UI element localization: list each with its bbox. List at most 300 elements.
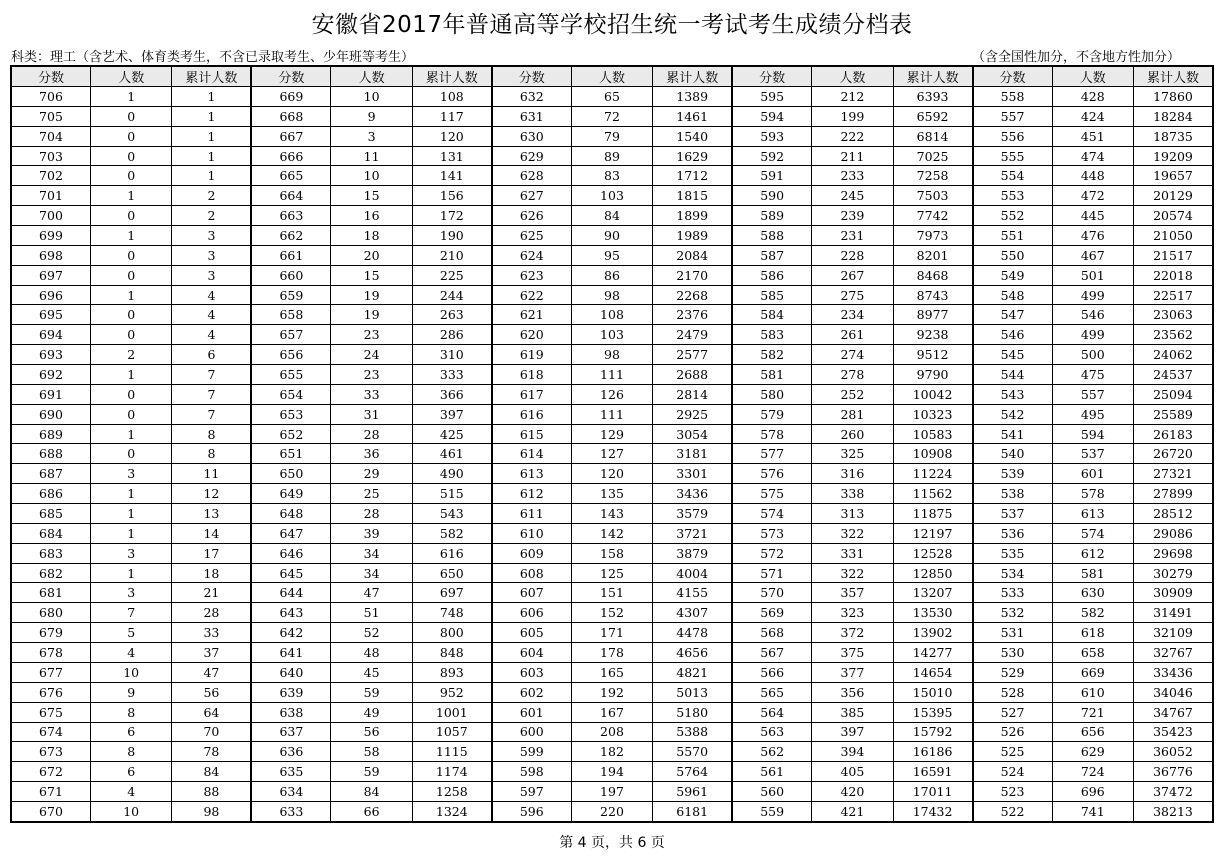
score-cell: 690 — [11, 404, 90, 424]
cumulative-cell: 5013 — [653, 682, 732, 702]
score-cell: 528 — [973, 682, 1052, 702]
cumulative-cell: 24537 — [1134, 365, 1214, 385]
count-cell: 143 — [571, 504, 652, 524]
table-header-row — [11, 66, 1213, 87]
count-cell: 629 — [1052, 742, 1133, 762]
count-cell: 28 — [331, 424, 412, 444]
cumulative-cell: 29698 — [1134, 543, 1214, 563]
count-cell: 10 — [90, 801, 171, 822]
score-cell: 572 — [732, 543, 811, 563]
cumulative-cell: 4 — [172, 325, 251, 345]
cumulative-cell: 697 — [412, 583, 491, 603]
cumulative-cell: 1001 — [412, 702, 491, 722]
score-cell: 615 — [492, 424, 571, 444]
count-cell: 0 — [90, 404, 171, 424]
cumulative-cell: 47 — [172, 662, 251, 682]
score-cell: 579 — [732, 404, 811, 424]
count-cell: 5 — [90, 623, 171, 643]
cumulative-cell: 98 — [172, 801, 251, 822]
score-cell: 613 — [492, 464, 571, 484]
cumulative-cell: 461 — [412, 444, 491, 464]
table-row — [11, 265, 1213, 285]
cumulative-cell: 2688 — [653, 365, 732, 385]
score-cell: 702 — [11, 166, 90, 186]
count-cell: 8 — [90, 742, 171, 762]
count-cell: 2 — [90, 345, 171, 365]
cumulative-cell: 1 — [172, 106, 251, 126]
cumulative-cell: 6814 — [893, 126, 972, 146]
table-row — [11, 762, 1213, 782]
count-cell: 28 — [331, 504, 412, 524]
score-cell: 581 — [732, 365, 811, 385]
cumulative-cell: 18 — [172, 563, 251, 583]
cumulative-cell: 4155 — [653, 583, 732, 603]
cumulative-cell: 6181 — [653, 801, 732, 822]
score-cell: 686 — [11, 484, 90, 504]
score-cell: 682 — [11, 563, 90, 583]
table-row — [11, 226, 1213, 246]
count-cell: 108 — [571, 305, 652, 325]
score-cell: 554 — [973, 166, 1052, 186]
score-cell: 536 — [973, 523, 1052, 543]
table-row — [11, 404, 1213, 424]
count-cell: 375 — [812, 643, 893, 663]
cumulative-cell: 1815 — [653, 186, 732, 206]
score-cell: 524 — [973, 762, 1052, 782]
count-cell: 451 — [1052, 126, 1133, 146]
count-cell: 19 — [331, 305, 412, 325]
cumulative-cell: 10323 — [893, 404, 972, 424]
score-cell: 674 — [11, 722, 90, 742]
cumulative-cell: 172 — [412, 206, 491, 226]
count-cell: 89 — [571, 146, 652, 166]
count-cell: 84 — [571, 206, 652, 226]
score-cell: 567 — [732, 643, 811, 663]
score-cell: 531 — [973, 623, 1052, 643]
header-score: 分数 — [251, 66, 330, 87]
cumulative-cell: 2925 — [653, 404, 732, 424]
count-cell: 501 — [1052, 265, 1133, 285]
cumulative-cell: 2479 — [653, 325, 732, 345]
cumulative-cell: 16591 — [893, 762, 972, 782]
count-cell: 8 — [90, 702, 171, 722]
count-cell: 3 — [90, 543, 171, 563]
count-cell: 126 — [571, 384, 652, 404]
header-count: 人数 — [571, 66, 652, 87]
score-cell: 648 — [251, 504, 330, 524]
count-cell: 23 — [331, 365, 412, 385]
score-cell: 701 — [11, 186, 90, 206]
count-cell: 234 — [812, 305, 893, 325]
score-cell: 608 — [492, 563, 571, 583]
count-cell: 6 — [90, 762, 171, 782]
score-cell: 533 — [973, 583, 1052, 603]
count-cell: 4 — [90, 782, 171, 802]
cumulative-cell: 8977 — [893, 305, 972, 325]
cumulative-cell: 32109 — [1134, 623, 1214, 643]
cumulative-cell: 7 — [172, 365, 251, 385]
count-cell: 90 — [571, 226, 652, 246]
header-score: 分数 — [492, 66, 571, 87]
bonus-points-note: （含全国性加分，不含地方性加分） — [971, 50, 1180, 65]
cumulative-cell: 30909 — [1134, 583, 1214, 603]
count-cell: 1 — [90, 186, 171, 206]
score-cell: 670 — [11, 801, 90, 822]
cumulative-cell: 37472 — [1134, 782, 1214, 802]
cumulative-cell: 333 — [412, 365, 491, 385]
score-cell: 675 — [11, 702, 90, 722]
count-cell: 220 — [571, 801, 652, 822]
cumulative-cell: 190 — [412, 226, 491, 246]
score-cell: 644 — [251, 583, 330, 603]
count-cell: 281 — [812, 404, 893, 424]
count-cell: 495 — [1052, 404, 1133, 424]
score-cell: 580 — [732, 384, 811, 404]
count-cell: 16 — [331, 206, 412, 226]
table-row — [11, 285, 1213, 305]
score-cell: 575 — [732, 484, 811, 504]
count-cell: 59 — [331, 762, 412, 782]
count-cell: 31 — [331, 404, 412, 424]
cumulative-cell: 582 — [412, 523, 491, 543]
count-cell: 1 — [90, 424, 171, 444]
score-cell: 653 — [251, 404, 330, 424]
score-cell: 638 — [251, 702, 330, 722]
table-row — [11, 484, 1213, 504]
cumulative-cell: 1 — [172, 126, 251, 146]
score-cell: 537 — [973, 504, 1052, 524]
table-row — [11, 583, 1213, 603]
cumulative-cell: 4656 — [653, 643, 732, 663]
score-cell: 663 — [251, 206, 330, 226]
cumulative-cell: 952 — [412, 682, 491, 702]
score-cell: 590 — [732, 186, 811, 206]
table-row — [11, 523, 1213, 543]
cumulative-cell: 7742 — [893, 206, 972, 226]
count-cell: 448 — [1052, 166, 1133, 186]
cumulative-cell: 22018 — [1134, 265, 1214, 285]
cumulative-cell: 38213 — [1134, 801, 1214, 822]
cumulative-cell: 11 — [172, 464, 251, 484]
count-cell: 9 — [331, 106, 412, 126]
count-cell: 557 — [1052, 384, 1133, 404]
count-cell: 111 — [571, 365, 652, 385]
score-cell: 700 — [11, 206, 90, 226]
score-cell: 561 — [732, 762, 811, 782]
cumulative-cell: 13207 — [893, 583, 972, 603]
cumulative-cell: 25094 — [1134, 384, 1214, 404]
count-cell: 420 — [812, 782, 893, 802]
score-cell: 611 — [492, 504, 571, 524]
count-cell: 594 — [1052, 424, 1133, 444]
score-cell: 555 — [973, 146, 1052, 166]
cumulative-cell: 1712 — [653, 166, 732, 186]
cumulative-cell: 12197 — [893, 523, 972, 543]
cumulative-cell: 3181 — [653, 444, 732, 464]
cumulative-cell: 108 — [412, 87, 491, 107]
count-cell: 197 — [571, 782, 652, 802]
count-cell: 245 — [812, 186, 893, 206]
count-cell: 56 — [331, 722, 412, 742]
count-cell: 0 — [90, 245, 171, 265]
count-cell: 445 — [1052, 206, 1133, 226]
cumulative-cell: 5764 — [653, 762, 732, 782]
count-cell: 66 — [331, 801, 412, 822]
cumulative-cell: 7025 — [893, 146, 972, 166]
table-row — [11, 365, 1213, 385]
score-cell: 540 — [973, 444, 1052, 464]
cumulative-cell: 23562 — [1134, 325, 1214, 345]
score-cell: 629 — [492, 146, 571, 166]
cumulative-cell: 22517 — [1134, 285, 1214, 305]
cumulative-cell: 7973 — [893, 226, 972, 246]
score-cell: 529 — [973, 662, 1052, 682]
score-cell: 656 — [251, 345, 330, 365]
cumulative-cell: 7 — [172, 384, 251, 404]
score-cell: 570 — [732, 583, 811, 603]
count-cell: 322 — [812, 523, 893, 543]
count-cell: 313 — [812, 504, 893, 524]
table-row — [11, 325, 1213, 345]
score-cell: 625 — [492, 226, 571, 246]
count-cell: 474 — [1052, 146, 1133, 166]
score-cell: 677 — [11, 662, 90, 682]
count-cell: 19 — [331, 285, 412, 305]
count-cell: 34 — [331, 563, 412, 583]
score-cell: 578 — [732, 424, 811, 444]
header-count: 人数 — [1052, 66, 1133, 87]
score-cell: 557 — [973, 106, 1052, 126]
score-cell: 624 — [492, 245, 571, 265]
cumulative-cell: 18284 — [1134, 106, 1214, 126]
score-cell: 621 — [492, 305, 571, 325]
count-cell: 338 — [812, 484, 893, 504]
cumulative-cell: 31491 — [1134, 603, 1214, 623]
count-cell: 331 — [812, 543, 893, 563]
score-cell: 564 — [732, 702, 811, 722]
count-cell: 724 — [1052, 762, 1133, 782]
cumulative-cell: 9512 — [893, 345, 972, 365]
score-cell: 552 — [973, 206, 1052, 226]
score-cell: 637 — [251, 722, 330, 742]
score-cell: 703 — [11, 146, 90, 166]
cumulative-cell: 800 — [412, 623, 491, 643]
count-cell: 0 — [90, 126, 171, 146]
cumulative-cell: 34767 — [1134, 702, 1214, 722]
count-cell: 142 — [571, 523, 652, 543]
cumulative-cell: 1174 — [412, 762, 491, 782]
count-cell: 1 — [90, 365, 171, 385]
header-count: 人数 — [90, 66, 171, 87]
score-cell: 655 — [251, 365, 330, 385]
header-score: 分数 — [11, 66, 90, 87]
count-cell: 222 — [812, 126, 893, 146]
cumulative-cell: 84 — [172, 762, 251, 782]
table-row — [11, 801, 1213, 822]
cumulative-cell: 210 — [412, 245, 491, 265]
count-cell: 129 — [571, 424, 652, 444]
score-cell: 635 — [251, 762, 330, 782]
score-cell: 577 — [732, 444, 811, 464]
score-cell: 544 — [973, 365, 1052, 385]
cumulative-cell: 21 — [172, 583, 251, 603]
count-cell: 158 — [571, 543, 652, 563]
cumulative-cell: 4478 — [653, 623, 732, 643]
score-cell: 630 — [492, 126, 571, 146]
cumulative-cell: 15010 — [893, 682, 972, 702]
cumulative-cell: 2 — [172, 186, 251, 206]
cumulative-cell: 10583 — [893, 424, 972, 444]
count-cell: 618 — [1052, 623, 1133, 643]
cumulative-cell: 3054 — [653, 424, 732, 444]
score-cell: 676 — [11, 682, 90, 702]
count-cell: 467 — [1052, 245, 1133, 265]
count-cell: 182 — [571, 742, 652, 762]
score-cell: 546 — [973, 325, 1052, 345]
cumulative-cell: 3879 — [653, 543, 732, 563]
cumulative-cell: 14277 — [893, 643, 972, 663]
cumulative-cell: 28 — [172, 603, 251, 623]
cumulative-cell: 14654 — [893, 662, 972, 682]
count-cell: 34 — [331, 543, 412, 563]
score-cell: 665 — [251, 166, 330, 186]
score-cell: 593 — [732, 126, 811, 146]
cumulative-cell: 141 — [412, 166, 491, 186]
cumulative-cell: 263 — [412, 305, 491, 325]
count-cell: 0 — [90, 325, 171, 345]
cumulative-cell: 6592 — [893, 106, 972, 126]
score-cell: 632 — [492, 87, 571, 107]
cumulative-cell: 2170 — [653, 265, 732, 285]
score-cell: 607 — [492, 583, 571, 603]
count-cell: 84 — [331, 782, 412, 802]
count-cell: 275 — [812, 285, 893, 305]
header-score: 分数 — [732, 66, 811, 87]
cumulative-cell: 2376 — [653, 305, 732, 325]
cumulative-cell: 15792 — [893, 722, 972, 742]
count-cell: 0 — [90, 166, 171, 186]
score-cell: 550 — [973, 245, 1052, 265]
score-cell: 658 — [251, 305, 330, 325]
count-cell: 613 — [1052, 504, 1133, 524]
score-cell: 640 — [251, 662, 330, 682]
count-cell: 377 — [812, 662, 893, 682]
count-cell: 741 — [1052, 801, 1133, 822]
cumulative-cell: 13530 — [893, 603, 972, 623]
score-cell: 556 — [973, 126, 1052, 146]
score-cell: 661 — [251, 245, 330, 265]
score-cell: 645 — [251, 563, 330, 583]
count-cell: 0 — [90, 106, 171, 126]
score-cell: 693 — [11, 345, 90, 365]
count-cell: 261 — [812, 325, 893, 345]
score-cell: 587 — [732, 245, 811, 265]
score-cell: 664 — [251, 186, 330, 206]
header-cumulative: 累计人数 — [412, 66, 491, 87]
cumulative-cell: 1 — [172, 87, 251, 107]
cumulative-cell: 6393 — [893, 87, 972, 107]
count-cell: 24 — [331, 345, 412, 365]
count-cell: 18 — [331, 226, 412, 246]
count-cell: 316 — [812, 464, 893, 484]
cumulative-cell: 616 — [412, 543, 491, 563]
count-cell: 601 — [1052, 464, 1133, 484]
score-cell: 651 — [251, 444, 330, 464]
count-cell: 165 — [571, 662, 652, 682]
subject-category-note: 科类：理工（含艺术、体育类考生，不含已录取考生、少年班等考生） — [11, 50, 415, 65]
table-body — [11, 87, 1213, 823]
score-cell: 576 — [732, 464, 811, 484]
table-row — [11, 87, 1213, 107]
count-cell: 1 — [90, 87, 171, 107]
count-cell: 323 — [812, 603, 893, 623]
cumulative-cell: 18735 — [1134, 126, 1214, 146]
cumulative-cell: 8 — [172, 444, 251, 464]
table-row — [11, 305, 1213, 325]
score-cell: 597 — [492, 782, 571, 802]
count-cell: 610 — [1052, 682, 1133, 702]
cumulative-cell: 19657 — [1134, 166, 1214, 186]
count-cell: 421 — [812, 801, 893, 822]
score-cell: 706 — [11, 87, 90, 107]
count-cell: 152 — [571, 603, 652, 623]
cumulative-cell: 64 — [172, 702, 251, 722]
score-cell: 687 — [11, 464, 90, 484]
count-cell: 578 — [1052, 484, 1133, 504]
cumulative-cell: 515 — [412, 484, 491, 504]
score-cell: 631 — [492, 106, 571, 126]
header-count: 人数 — [331, 66, 412, 87]
count-cell: 211 — [812, 146, 893, 166]
cumulative-cell: 20574 — [1134, 206, 1214, 226]
score-cell: 692 — [11, 365, 90, 385]
count-cell: 405 — [812, 762, 893, 782]
cumulative-cell: 23063 — [1134, 305, 1214, 325]
count-cell: 45 — [331, 662, 412, 682]
cumulative-cell: 34046 — [1134, 682, 1214, 702]
count-cell: 424 — [1052, 106, 1133, 126]
table-row — [11, 543, 1213, 563]
cumulative-cell: 56 — [172, 682, 251, 702]
count-cell: 111 — [571, 404, 652, 424]
table-row — [11, 603, 1213, 623]
cumulative-cell: 7 — [172, 404, 251, 424]
score-cell: 641 — [251, 643, 330, 663]
count-cell: 39 — [331, 523, 412, 543]
score-cell: 568 — [732, 623, 811, 643]
count-cell: 15 — [331, 186, 412, 206]
score-distribution-table — [10, 65, 1214, 823]
count-cell: 127 — [571, 444, 652, 464]
cumulative-cell: 5961 — [653, 782, 732, 802]
cumulative-cell: 2268 — [653, 285, 732, 305]
cumulative-cell: 120 — [412, 126, 491, 146]
score-cell: 548 — [973, 285, 1052, 305]
score-cell: 571 — [732, 563, 811, 583]
score-cell: 662 — [251, 226, 330, 246]
score-cell: 623 — [492, 265, 571, 285]
cumulative-cell: 4 — [172, 305, 251, 325]
cumulative-cell: 17432 — [893, 801, 972, 822]
count-cell: 120 — [571, 464, 652, 484]
header-cumulative: 累计人数 — [172, 66, 251, 87]
cumulative-cell: 244 — [412, 285, 491, 305]
cumulative-cell: 10042 — [893, 384, 972, 404]
score-cell: 695 — [11, 305, 90, 325]
count-cell: 612 — [1052, 543, 1133, 563]
count-cell: 135 — [571, 484, 652, 504]
score-cell: 559 — [732, 801, 811, 822]
